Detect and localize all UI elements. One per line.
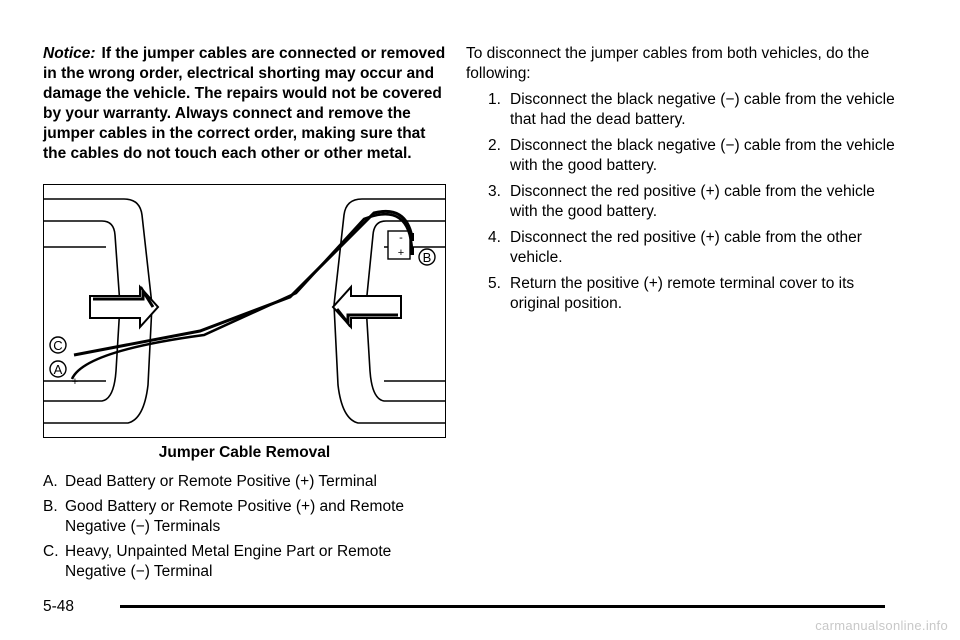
negative-cable xyxy=(74,211,412,355)
callout-b-label: B xyxy=(422,250,432,265)
legend-key: C. xyxy=(43,543,59,560)
step-text: Disconnect the black negative (−) cable from the vehicle with the good battery. xyxy=(510,137,895,174)
page-number: 5-48 xyxy=(43,598,75,615)
dead-battery-plus-label: + xyxy=(71,376,79,388)
legend-item xyxy=(43,542,451,582)
step-text: Disconnect the red positive (+) cable from the vehicle with the good battery. xyxy=(510,183,875,220)
footer-rule xyxy=(120,605,885,608)
instructions-steps xyxy=(466,90,906,314)
notice-block xyxy=(43,44,451,164)
step-number: 1. xyxy=(488,91,501,108)
legend-text: Good Battery or Remote Positive (+) and Remote Negative (−) Terminals xyxy=(65,498,405,535)
step-item xyxy=(466,228,906,268)
step-item xyxy=(466,90,906,130)
callout-a-label: A xyxy=(53,362,63,377)
watermark: carmanualsonline.info xyxy=(815,618,948,633)
step-number: 3. xyxy=(488,183,501,200)
battery-plus-label: + xyxy=(397,247,405,259)
notice-paragraph xyxy=(43,44,451,164)
legend-text: Dead Battery or Remote Positive (+) Terminal xyxy=(65,473,377,490)
step-number: 2. xyxy=(488,137,501,154)
diagram-svg xyxy=(44,185,446,438)
legend-item xyxy=(43,497,451,537)
jumper-cable-diagram xyxy=(43,184,446,438)
legend-key: B. xyxy=(43,498,58,515)
notice-text: If the jumper cables are connected or removed in the wrong order, electrical shorting may occur and damage the vehicle. The repairs would not be covered by your warranty. Always connect and remove the jumper cables in the correct order, making sure that the cables do not touch each other or other metal. xyxy=(43,45,446,162)
step-item xyxy=(466,182,906,222)
step-item xyxy=(466,274,906,314)
legend-item xyxy=(43,472,451,492)
battery-minus-label: - xyxy=(399,232,403,244)
step-number: 5. xyxy=(488,275,501,292)
legend-key: A. xyxy=(43,473,58,490)
notice-label: Notice: xyxy=(43,45,96,62)
arrow-right-icon xyxy=(90,287,158,327)
instructions-intro: To disconnect the jumper cables from both vehicles, do the following: xyxy=(466,45,870,82)
step-text: Disconnect the red positive (+) cable from the other vehicle. xyxy=(510,229,862,266)
figure-legend xyxy=(43,472,451,587)
step-text: Return the positive (+) remote terminal cover to its original position. xyxy=(510,275,855,312)
callout-c-label: C xyxy=(53,338,63,353)
instructions-block xyxy=(466,44,906,320)
step-text: Disconnect the black negative (−) cable from the vehicle that had the dead battery. xyxy=(510,91,895,128)
step-number: 4. xyxy=(488,229,501,246)
step-item xyxy=(466,136,906,176)
legend-text: Heavy, Unpainted Metal Engine Part or Remote Negative (−) Terminal xyxy=(65,543,392,580)
figure-caption: Jumper Cable Removal xyxy=(158,444,331,461)
